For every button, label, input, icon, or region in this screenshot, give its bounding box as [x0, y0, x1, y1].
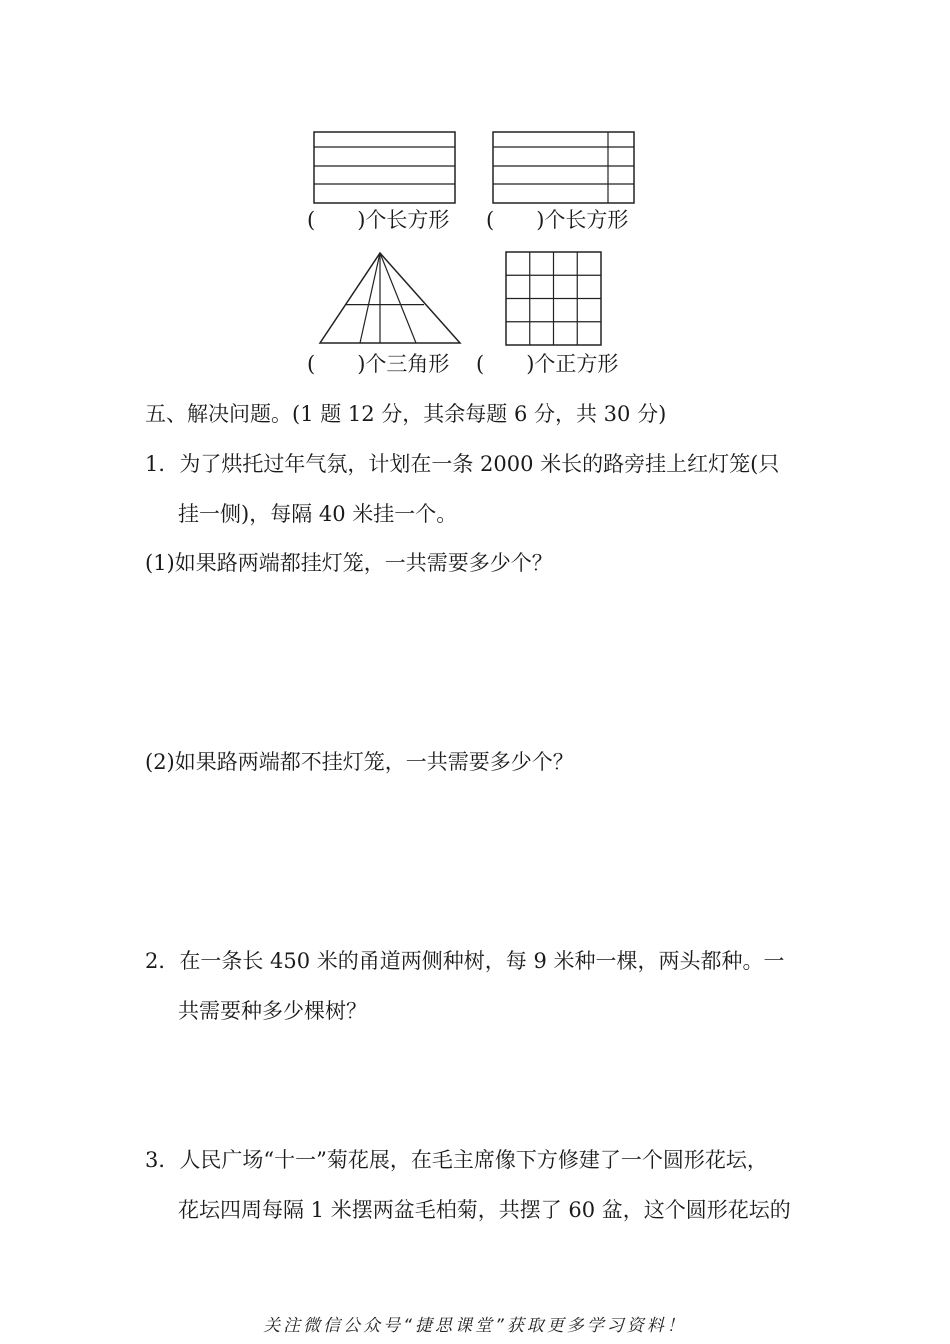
question-1-sub-1: (1)如果路两端都挂灯笼，一共需要多少个？: [145, 551, 553, 575]
figure-squares-grid: [505, 251, 603, 347]
question-3-line-1: 3．人民广场“十一”菊花展，在毛主席像下方修建了一个圆形花坛，: [145, 1148, 768, 1172]
figure-1-caption: ( )个长方形: [307, 208, 450, 232]
figure-3-caption: ( )个三角形: [307, 352, 450, 376]
question-1-line-2: 挂一侧)，每隔 40 米挂一个。: [178, 502, 458, 526]
figure-2-caption: ( )个长方形: [486, 208, 629, 232]
question-2-line-1: 2．在一条长 450 米的甬道两侧种树，每 9 米种一棵，两头都种。一: [145, 949, 785, 973]
question-1-sub-2: (2)如果路两端都不挂灯笼，一共需要多少个？: [145, 750, 574, 774]
figure-triangles: [318, 251, 462, 345]
figure-rectangles-2: [492, 131, 636, 205]
figure-rectangles-1: [313, 131, 457, 205]
question-1-line-1: 1．为了烘托过年气氛，计划在一条 2000 米长的路旁挂上红灯笼(只: [145, 452, 780, 476]
question-2-line-2: 共需要种多少棵树？: [178, 999, 367, 1023]
figure-4-caption: ( )个正方形: [476, 352, 619, 376]
question-3-line-2: 花坛四周每隔 1 米摆两盆毛柏菊，共摆了 60 盆，这个圆形花坛的: [178, 1198, 791, 1222]
footer-note: 关注微信公众号“捷思课堂”获取更多学习资料！: [263, 1316, 687, 1336]
section-heading: 五、解决问题。(1 题 12 分，其余每题 6 分，共 30 分): [145, 402, 667, 426]
